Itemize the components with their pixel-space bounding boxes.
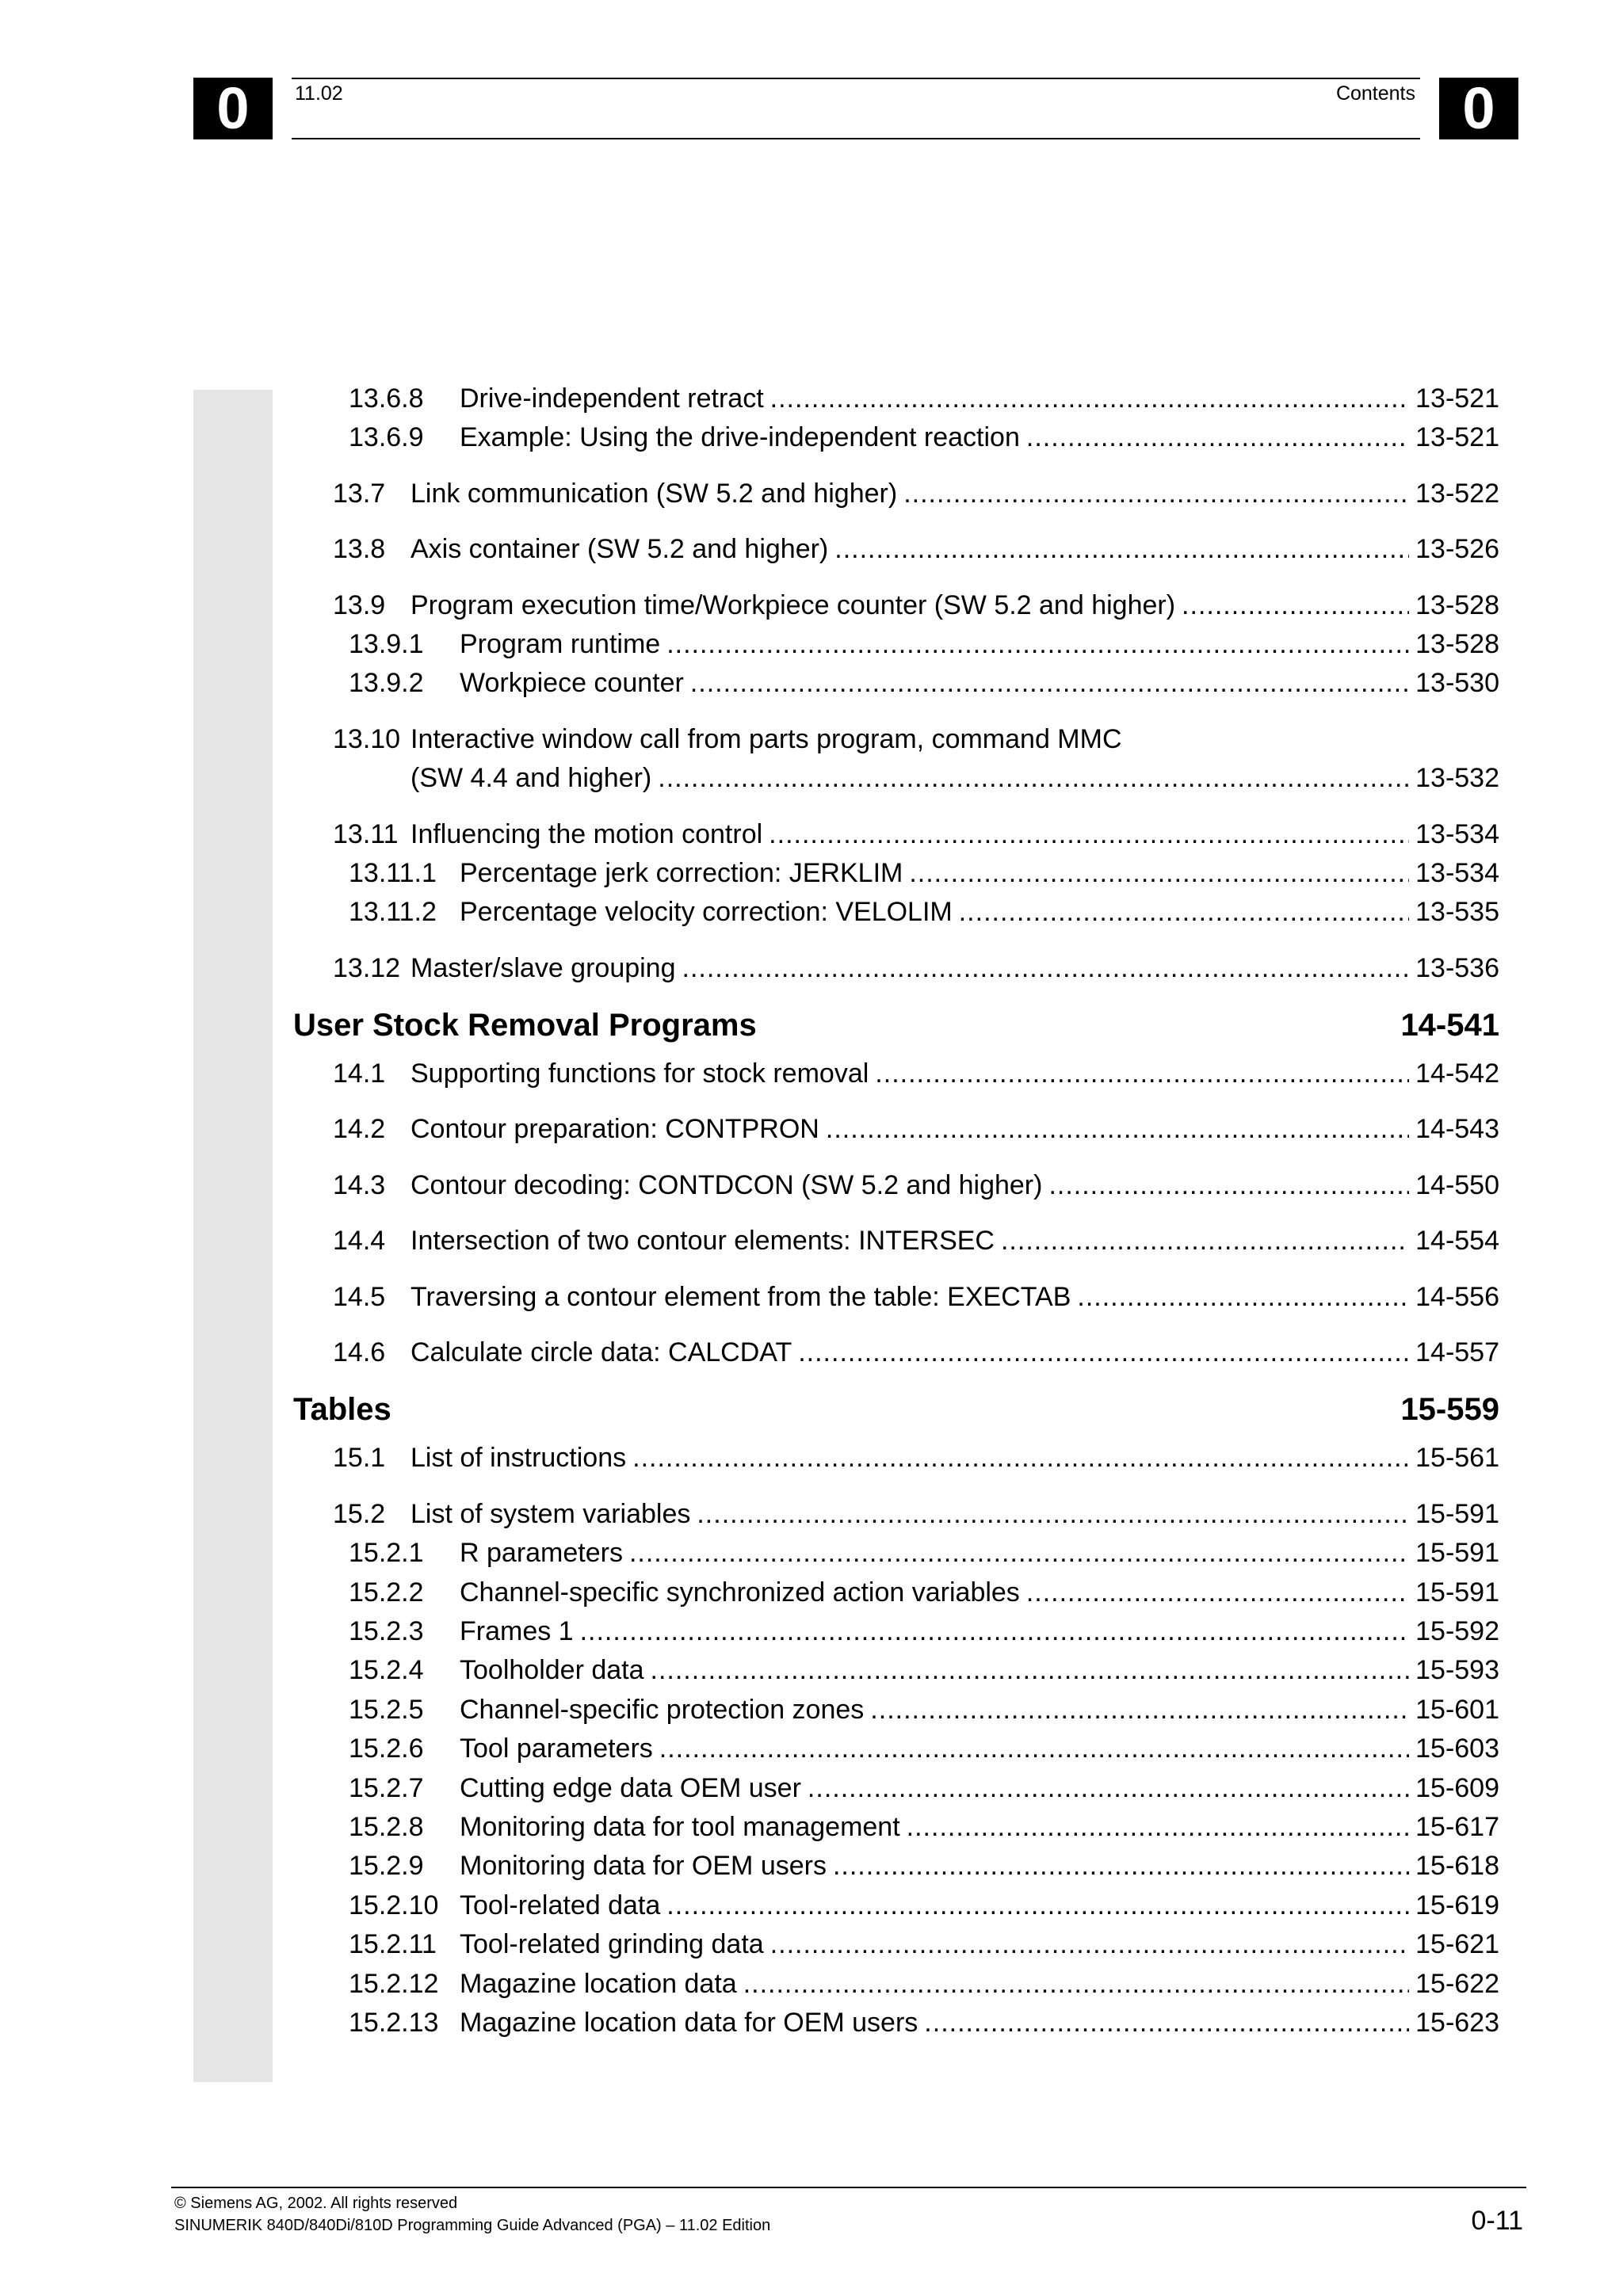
- dot-leader: [1182, 590, 1409, 621]
- toc-number: 14.4: [333, 1226, 386, 1257]
- toc-title: Intersection of two contour elements: INTERSEC: [411, 1226, 995, 1257]
- toc-page: 13-521: [1415, 422, 1499, 453]
- toc-number: 15.2.12: [349, 1968, 439, 1999]
- toc-page: 15-601: [1415, 1694, 1499, 1725]
- toc-title: Frames 1: [460, 1615, 574, 1646]
- dot-leader: [666, 629, 1409, 660]
- toc-page: 14-543: [1415, 1114, 1499, 1145]
- toc-number: 13.8: [333, 534, 386, 565]
- toc-number: 15.2.6: [349, 1733, 424, 1764]
- toc-title: Percentage jerk correction: JERKLIM: [460, 857, 903, 888]
- chapter-marker-left: 0: [193, 78, 273, 139]
- toc-page: 15-591: [1415, 1498, 1499, 1529]
- toc-number: 15.2.9: [349, 1851, 424, 1882]
- dot-leader: [770, 383, 1409, 414]
- toc-number: 13.10: [333, 723, 401, 754]
- toc-entry: [293, 1733, 1499, 1772]
- toc-number: 15.2.4: [349, 1655, 424, 1686]
- dot-leader: [769, 819, 1409, 850]
- toc-page: 15-591: [1415, 1577, 1499, 1608]
- footer-rule: [171, 2187, 1526, 2188]
- toc-number: 14.5: [333, 1281, 386, 1312]
- toc-number: 15.2.1: [349, 1538, 424, 1569]
- toc-entry: [293, 724, 1499, 763]
- dot-leader: [580, 1616, 1410, 1647]
- toc-title: Tool-related grinding data: [460, 1929, 764, 1960]
- toc-title: Master/slave grouping: [411, 952, 676, 983]
- toc-number: 13.11.1: [349, 857, 437, 888]
- toc-title: Supporting functions for stock removal: [411, 1058, 869, 1089]
- toc-entry: [293, 1773, 1499, 1812]
- toc-title: Calculate circle data: CALCDAT: [411, 1337, 792, 1368]
- toc-number: 13.11: [333, 818, 399, 849]
- toc-entry: [293, 1655, 1499, 1694]
- dot-leader: [697, 1499, 1409, 1530]
- dot-leader: [743, 1969, 1409, 2000]
- toc-number: 15.2.5: [349, 1694, 424, 1725]
- toc-number: 13.9.1: [349, 628, 424, 659]
- toc-page: 14-542: [1415, 1058, 1499, 1089]
- dot-leader: [798, 1337, 1409, 1368]
- toc-page: 14-554: [1415, 1226, 1499, 1257]
- toc-entry: [293, 1812, 1499, 1851]
- toc-page: 13-528: [1415, 589, 1499, 620]
- footer-document-title: SINUMERIK 840D/840Di/810D Programming Guide Advanced (PGA) – 11.02 Edition: [174, 2217, 771, 2234]
- toc-entry: [293, 1851, 1499, 1890]
- toc-entry: [293, 1226, 1499, 1264]
- dot-leader: [959, 897, 1409, 928]
- dot-leader: [1026, 1577, 1409, 1608]
- toc-page: 13-530: [1415, 668, 1499, 699]
- toc-title: Magazine location data for OEM users: [460, 2007, 918, 2038]
- toc-number: 15.2: [333, 1498, 386, 1529]
- toc-title: Tool parameters: [460, 1733, 653, 1764]
- toc-title: Monitoring data for OEM users: [460, 1851, 827, 1882]
- toc-entry: [293, 1058, 1499, 1097]
- margin-bar: [193, 390, 273, 2082]
- toc-entry: [293, 1969, 1499, 2008]
- toc-number: 14.1: [333, 1058, 386, 1089]
- dot-leader: [632, 1443, 1409, 1474]
- toc-number: 15.2.7: [349, 1772, 424, 1803]
- header-rule-top: [292, 78, 1420, 79]
- toc-page: 15-621: [1415, 1929, 1499, 1960]
- toc-page: 13-534: [1415, 857, 1499, 888]
- toc-entry: [293, 2008, 1499, 2046]
- toc-entry: [293, 1695, 1499, 1733]
- toc-page: 13-534: [1415, 818, 1499, 849]
- toc-entry: [293, 383, 1499, 422]
- toc-title: Magazine location data: [460, 1968, 737, 1999]
- chapter-marker-right: 0: [1439, 78, 1518, 139]
- toc-number: 15.1: [333, 1443, 386, 1474]
- dot-leader: [870, 1695, 1409, 1726]
- footer-copyright: © Siemens AG, 2002. All rights reserved: [174, 2195, 458, 2212]
- toc-number: 15.2.10: [349, 1890, 439, 1920]
- toc-entry: [293, 1114, 1499, 1153]
- toc-number: 15.2.11: [349, 1929, 437, 1960]
- toc-title: Channel-specific protection zones: [460, 1694, 865, 1725]
- dot-leader: [1026, 422, 1409, 453]
- toc-page: 13-522: [1415, 478, 1499, 509]
- toc-page: 15-618: [1415, 1851, 1499, 1882]
- toc-number: 13.11.2: [349, 897, 437, 928]
- toc-page: 15-561: [1415, 1443, 1499, 1474]
- toc-page: 13-535: [1415, 897, 1499, 928]
- dot-leader: [659, 1733, 1409, 1764]
- toc-number: 13.9: [333, 589, 386, 620]
- toc-entry: [293, 534, 1499, 573]
- dot-leader: [907, 1812, 1409, 1843]
- toc-entry: [293, 1890, 1499, 1929]
- toc-number: 14.2: [333, 1114, 386, 1145]
- toc-title: Axis container (SW 5.2 and higher): [411, 534, 829, 565]
- toc-title: Influencing the motion control: [411, 818, 763, 849]
- toc-page: 14-550: [1415, 1169, 1499, 1200]
- dot-leader: [808, 1773, 1409, 1804]
- toc-title: Channel-specific synchronized action variables: [460, 1577, 1020, 1608]
- toc-number: 14.3: [333, 1169, 386, 1200]
- toc-entry: [293, 1337, 1499, 1376]
- toc-page: 14-557: [1415, 1337, 1499, 1368]
- dot-leader: [834, 534, 1409, 565]
- dot-leader: [903, 479, 1409, 509]
- toc-page: 13-526: [1415, 534, 1499, 565]
- dot-leader: [909, 858, 1409, 889]
- dot-leader: [666, 1890, 1409, 1921]
- toc-page: 15-622: [1415, 1968, 1499, 1999]
- toc-title: Program execution time/Workpiece counter (SW 5.2 and higher): [411, 589, 1176, 620]
- toc-number: 15.2.2: [349, 1577, 424, 1608]
- toc-title: Drive-independent retract: [460, 383, 764, 414]
- toc-title: Toolholder data: [460, 1655, 644, 1686]
- dot-leader: [924, 2008, 1409, 2039]
- dot-leader: [1077, 1282, 1409, 1313]
- toc-entry-continuation: [411, 763, 1499, 802]
- toc-entry: [293, 858, 1499, 897]
- toc-number: 13.6.8: [349, 383, 424, 414]
- header-section: Contents: [1335, 82, 1415, 105]
- toc-entry: [293, 1499, 1499, 1538]
- toc-entry: [293, 897, 1499, 936]
- dot-leader: [875, 1058, 1409, 1089]
- dot-leader: [826, 1114, 1409, 1145]
- toc-title: Percentage velocity correction: VELOLIM: [460, 897, 953, 928]
- dot-leader: [629, 1538, 1409, 1569]
- toc-number: 13.6.9: [349, 422, 424, 453]
- toc-title: Cutting edge data OEM user: [460, 1772, 801, 1803]
- header-date: 11.02: [295, 82, 343, 105]
- toc-page: 15-592: [1415, 1615, 1499, 1646]
- toc-title: Program runtime: [460, 628, 661, 659]
- dot-leader: [1048, 1170, 1409, 1201]
- toc-entry: [293, 590, 1499, 629]
- toc-title: Monitoring data for tool management: [460, 1811, 900, 1842]
- toc-title: Interactive window call from parts program, command MMC: [411, 723, 1122, 754]
- toc-entry: [293, 1170, 1499, 1209]
- dot-leader: [651, 1655, 1410, 1686]
- toc-title: Workpiece counter: [460, 668, 684, 699]
- dot-leader: [833, 1851, 1409, 1882]
- toc-number: 13.12: [333, 952, 401, 983]
- toc-entry: [293, 668, 1499, 707]
- toc-title: Contour preparation: CONTPRON: [411, 1114, 819, 1145]
- toc-entry: [293, 1616, 1499, 1655]
- chapter-page: 15-559: [1400, 1392, 1499, 1428]
- header-rule-bottom: [292, 138, 1420, 139]
- toc-entry: [293, 1577, 1499, 1616]
- toc-number: 15.2.13: [349, 2007, 439, 2038]
- chapter-page: 14-541: [1400, 1008, 1499, 1043]
- toc-title: Link communication (SW 5.2 and higher): [411, 478, 898, 509]
- toc-number: 13.9.2: [349, 668, 424, 699]
- toc-page: 13-528: [1415, 628, 1499, 659]
- toc-page: 13-536: [1415, 952, 1499, 983]
- toc-page: 14-556: [1415, 1281, 1499, 1312]
- toc-page: 15-591: [1415, 1538, 1499, 1569]
- toc-page: 15-623: [1415, 2007, 1499, 2038]
- toc-entry: [293, 1929, 1499, 1968]
- footer-page-number: 0-11: [1471, 2206, 1523, 2236]
- toc-title-continuation: (SW 4.4 and higher): [411, 763, 652, 794]
- toc-number: 13.7: [333, 478, 386, 509]
- toc-page: 15-593: [1415, 1655, 1499, 1686]
- chapter-title: User Stock Removal Programs: [293, 1008, 757, 1043]
- toc-title: Traversing a contour element from the table: EXECTAB: [411, 1281, 1071, 1312]
- toc-page: 13-532: [1415, 763, 1499, 794]
- toc-entry: [293, 819, 1499, 858]
- toc-title: Tool-related data: [460, 1890, 661, 1920]
- toc-entry: [293, 629, 1499, 668]
- toc-number: 15.2.3: [349, 1615, 424, 1646]
- toc-title: R parameters: [460, 1538, 623, 1569]
- dot-leader: [658, 763, 1409, 794]
- toc-title: List of system variables: [411, 1498, 691, 1529]
- dot-leader: [770, 1929, 1409, 1960]
- toc-page: 15-617: [1415, 1811, 1499, 1842]
- toc-number: 15.2.8: [349, 1811, 424, 1842]
- toc-entry: [293, 953, 1499, 992]
- toc-page: 15-603: [1415, 1733, 1499, 1764]
- chapter-title: Tables: [293, 1392, 391, 1428]
- table-of-contents: [293, 383, 1499, 2046]
- toc-entry: [293, 1538, 1499, 1577]
- dot-leader: [1001, 1226, 1409, 1257]
- toc-chapter-heading: [293, 1392, 1499, 1438]
- toc-entry: [293, 1443, 1499, 1482]
- toc-chapter-heading: [293, 1008, 1499, 1054]
- toc-number: 14.6: [333, 1337, 386, 1368]
- toc-title: Example: Using the drive-independent reaction: [460, 422, 1020, 453]
- dot-leader: [682, 953, 1410, 984]
- toc-page: 13-521: [1415, 383, 1499, 414]
- toc-title: List of instructions: [411, 1443, 627, 1474]
- toc-title: Contour decoding: CONTDCON (SW 5.2 and higher): [411, 1169, 1043, 1200]
- toc-page: 15-619: [1415, 1890, 1499, 1920]
- toc-entry: [293, 422, 1499, 461]
- toc-page: 15-609: [1415, 1772, 1499, 1803]
- dot-leader: [690, 668, 1409, 699]
- toc-entry: [293, 479, 1499, 517]
- toc-entry: [293, 1282, 1499, 1321]
